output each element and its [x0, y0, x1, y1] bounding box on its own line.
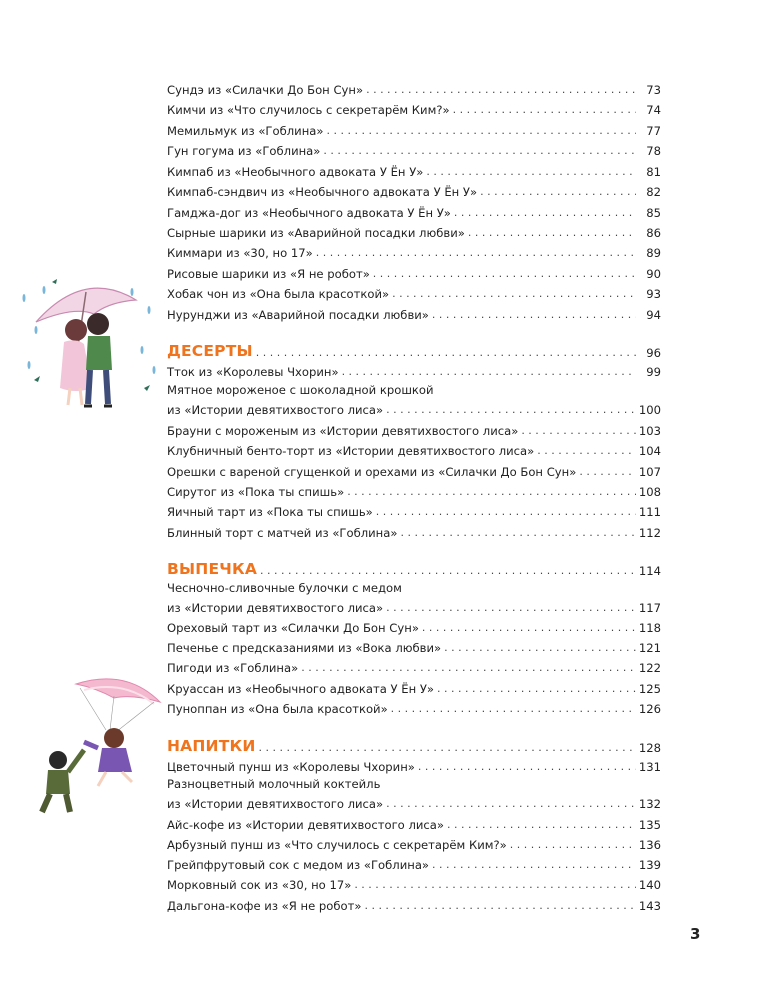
toc-entry[interactable]: [167, 878, 661, 892]
toc-entry-page: 117: [638, 601, 661, 615]
dot-leader: [342, 365, 636, 379]
toc-entry-title: Ореховый тарт из «Силачки До Бон Сун»: [167, 621, 419, 635]
toc-entry[interactable]: [167, 83, 661, 97]
toc-entry-page: 96: [646, 346, 661, 360]
toc-entry-page: 89: [646, 246, 661, 260]
toc-section-heading[interactable]: [167, 342, 661, 360]
toc-entry-page: 136: [638, 838, 661, 852]
dot-leader: [373, 267, 636, 281]
toc-entry-page: 73: [646, 83, 661, 97]
toc-entry-title: Гамджа-дог из «Необычного адвоката У Ён У»: [167, 206, 451, 220]
toc-entry-title: Сирутог из «Пока ты спишь»: [167, 485, 345, 499]
toc-entry-title: Брауни с мороженым из «Истории девятихвостого лиса»: [167, 424, 519, 438]
toc-entry-title: Грейпфрутовый сок с медом из «Гоблина»: [167, 858, 430, 872]
toc-entry-title: Круассан из «Необычного адвоката У Ён У»: [167, 682, 434, 696]
toc-entry[interactable]: [167, 246, 661, 260]
toc-entry[interactable]: [167, 621, 661, 635]
toc-entry[interactable]: [167, 641, 661, 655]
toc-entry-page: 132: [638, 797, 661, 811]
dot-leader: [354, 878, 636, 892]
dot-leader: [301, 661, 636, 675]
dot-leader: [316, 246, 636, 260]
toc-entry[interactable]: [167, 403, 661, 417]
toc-entry-title: Морковный сок из «30, но 17»: [167, 878, 352, 892]
toc-entry-page: 99: [646, 365, 661, 379]
dot-leader: [437, 682, 636, 696]
toc-entry-title: Кимпаб из «Необычного адвоката У Ён У»: [167, 165, 424, 179]
toc-entry-title: Нурунджи из «Аварийной посадки любви»: [167, 308, 429, 322]
toc-entry[interactable]: [167, 838, 661, 852]
toc-entry-page: 77: [646, 124, 661, 138]
dot-leader: [418, 760, 636, 774]
toc-entry-page: 93: [646, 287, 661, 301]
toc-entry-title: Клубничный бенто-торт из «Истории девятихвостого лиса»: [167, 444, 535, 458]
toc-entry-page: 82: [646, 185, 661, 199]
toc-entry-page: 85: [646, 206, 661, 220]
toc-entry-page: 81: [646, 165, 661, 179]
toc-entry-title: Сырные шарики из «Аварийной посадки любви»: [167, 226, 465, 240]
dot-leader: [444, 641, 636, 655]
dot-leader: [386, 601, 636, 615]
paraglider-couple-illustration: [14, 668, 164, 818]
toc-entry-page: 94: [646, 308, 661, 322]
toc-entry[interactable]: [167, 144, 661, 158]
dot-leader: [256, 346, 636, 360]
dot-leader: [260, 564, 636, 578]
dot-leader: [454, 206, 636, 220]
dot-leader: [400, 526, 635, 540]
toc-entry-title: Кимпаб-сэндвич из «Необычного адвоката У Ён У»: [167, 185, 478, 199]
toc-entry-title: Киммари из «30, но 17»: [167, 246, 313, 260]
toc-entry[interactable]: [167, 308, 661, 322]
toc-entry-page: 90: [646, 267, 661, 281]
toc-entry-page: 131: [638, 760, 661, 774]
toc-section-heading[interactable]: [167, 560, 661, 578]
toc-entry[interactable]: [167, 267, 661, 281]
toc-entry[interactable]: [167, 601, 661, 615]
dot-leader: [326, 124, 636, 138]
dot-leader: [432, 308, 636, 322]
toc-entry-page: 126: [638, 702, 661, 716]
dot-leader: [447, 818, 636, 832]
dot-leader: [259, 741, 636, 755]
toc-entry-title: Сундэ из «Силачки До Бон Сун»: [167, 83, 364, 97]
toc-entry-page: 78: [646, 144, 661, 158]
toc-entry-first-line: Чесночно-сливочные булочки с медом: [167, 581, 402, 595]
toc-entry[interactable]: [167, 899, 661, 913]
toc-entry-page: 135: [638, 818, 661, 832]
toc-entry-page: 139: [638, 858, 661, 872]
toc-entry[interactable]: [167, 424, 661, 438]
toc-entry-page: 108: [638, 485, 661, 499]
toc-entry[interactable]: [167, 702, 661, 716]
dot-leader: [453, 103, 636, 117]
toc-entry[interactable]: [167, 858, 661, 872]
dot-leader: [510, 838, 636, 852]
toc-entry-title: Мемильмук из «Гоблина»: [167, 124, 324, 138]
toc-entry-page: 86: [646, 226, 661, 240]
toc-entry-page: 100: [638, 403, 661, 417]
toc-entry-page: 125: [638, 682, 661, 696]
toc-entry-page: 74: [646, 103, 661, 117]
toc-entry-page: 103: [638, 424, 661, 438]
couple-umbrella-illustration: [14, 270, 164, 420]
dot-leader: [347, 485, 636, 499]
toc-entry[interactable]: [167, 206, 661, 220]
toc-entry-title: Гун гогума из «Гоблина»: [167, 144, 321, 158]
toc-entry[interactable]: [167, 485, 661, 499]
dot-leader: [426, 165, 636, 179]
toc-entry[interactable]: [167, 185, 661, 199]
toc-entry-first-line: Разноцветный молочный коктейль: [167, 777, 381, 791]
toc-entry-title: Печенье с предсказаниями из «Вока любви»: [167, 641, 442, 655]
toc-entry-title: из «Истории девятихвостого лиса»: [167, 403, 384, 417]
dot-leader: [468, 226, 636, 240]
toc-entry-title: Блинный торт с матчей из «Гоблина»: [167, 526, 398, 540]
section-title: ВЫПЕЧКА: [167, 560, 258, 578]
dot-leader: [579, 465, 636, 479]
dot-leader: [422, 621, 636, 635]
toc-entry[interactable]: [167, 505, 661, 519]
dot-leader: [480, 185, 636, 199]
toc-entry[interactable]: [167, 797, 661, 811]
toc-entry[interactable]: [167, 124, 661, 138]
toc-entry[interactable]: [167, 226, 661, 240]
toc-entry-title: Цветочный пунш из «Королевы Чхорин»: [167, 760, 415, 774]
toc-entry[interactable]: [167, 661, 661, 675]
toc-entry-title: Дальгона-кофе из «Я не робот»: [167, 899, 362, 913]
toc-entry-title: Кимчи из «Что случилось с секретарём Ким?»: [167, 103, 450, 117]
toc-entry-page: 107: [638, 465, 661, 479]
toc-entry[interactable]: [167, 760, 661, 774]
toc-entry-page: 118: [638, 621, 661, 635]
toc-entry-title: Яичный тарт из «Пока ты спишь»: [167, 505, 373, 519]
toc-section-heading[interactable]: [167, 737, 661, 755]
toc-entry-title: из «Истории девятихвостого лиса»: [167, 797, 384, 811]
dot-leader: [386, 797, 636, 811]
toc-entry[interactable]: [167, 165, 661, 179]
toc-entry-title: Пуноппан из «Она была красоткой»: [167, 702, 388, 716]
toc-entry-page: 121: [638, 641, 661, 655]
section-title: НАПИТКИ: [167, 737, 256, 755]
toc-entry-page: 143: [638, 899, 661, 913]
toc-entry-page: 104: [638, 444, 661, 458]
dot-leader: [391, 702, 636, 716]
dot-leader: [432, 858, 636, 872]
toc-entry-title: Орешки с вареной сгущенкой и орехами из «Силачки До Бон Сун»: [167, 465, 577, 479]
toc-entry-first-line: Мятное мороженое с шоколадной крошкой: [167, 383, 434, 397]
toc-entry-title: Пигоди из «Гоблина»: [167, 661, 299, 675]
page-number: 3: [690, 925, 701, 943]
dot-leader: [521, 424, 636, 438]
dot-leader: [364, 899, 635, 913]
toc-entry-title: из «Истории девятихвостого лиса»: [167, 601, 384, 615]
toc-entry-title: Хобак чон из «Она была красоткой»: [167, 287, 390, 301]
toc-entry[interactable]: [167, 818, 661, 832]
toc-entry-page: 122: [638, 661, 661, 675]
dot-leader: [537, 444, 636, 458]
dot-leader: [376, 505, 636, 519]
toc-entry-title: Тток из «Королевы Чхорин»: [167, 365, 339, 379]
toc-entry[interactable]: [167, 465, 661, 479]
toc-entry[interactable]: [167, 365, 661, 379]
toc-entry[interactable]: [167, 444, 661, 458]
toc-entry-page: 112: [638, 526, 661, 540]
toc-entry[interactable]: [167, 526, 661, 540]
toc-entry-page: 128: [638, 741, 661, 755]
section-title: ДЕСЕРТЫ: [167, 342, 253, 360]
toc-entry[interactable]: [167, 682, 661, 696]
toc-entry-title: Айс-кофе из «Истории девятихвостого лиса»: [167, 818, 444, 832]
toc-entry-title: Арбузный пунш из «Что случилось с секретарём Ким?»: [167, 838, 507, 852]
toc-entry-page: 140: [638, 878, 661, 892]
toc-entry[interactable]: [167, 287, 661, 301]
toc-entry-page: 111: [638, 505, 661, 519]
dot-leader: [392, 287, 636, 301]
dot-leader: [386, 403, 636, 417]
toc-entry[interactable]: [167, 103, 661, 117]
toc-entry-page: 114: [638, 564, 661, 578]
dot-leader: [323, 144, 636, 158]
dot-leader: [366, 83, 636, 97]
toc-entry-title: Рисовые шарики из «Я не робот»: [167, 267, 370, 281]
